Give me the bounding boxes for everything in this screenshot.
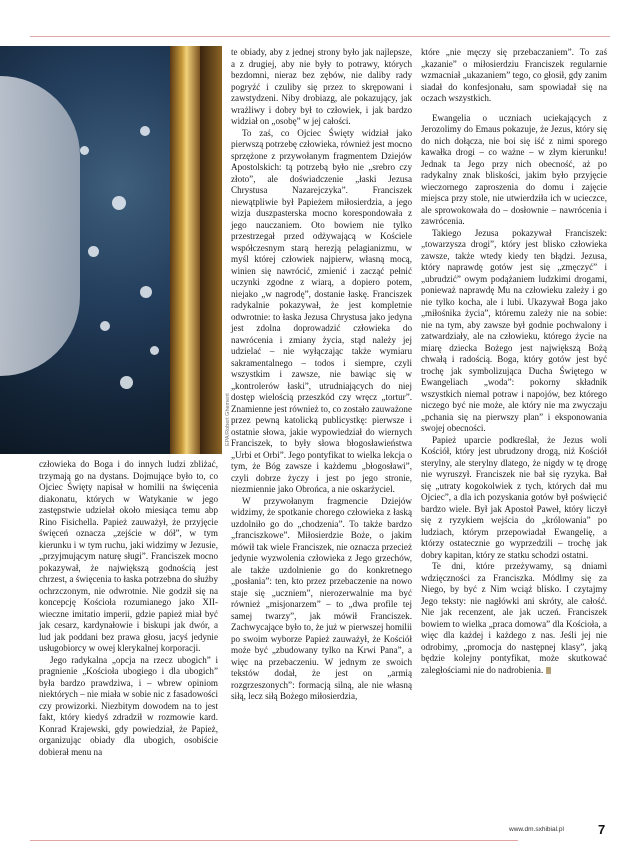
photo-light xyxy=(140,126,150,136)
photo-figure xyxy=(0,76,80,376)
bottom-rule xyxy=(30,840,518,841)
paragraph: które „nie męczy się przebaczaniem”. To zaś „kazanie” o miłosierdziu Franciszek regularnie wzmacniał „ukazaniem” tego, co głosił, gdy zanim siadał do konfesjonału, sam spowiadał się na oczach wszystkich. xyxy=(421,47,607,103)
photo-light xyxy=(150,346,159,355)
photo xyxy=(0,46,222,454)
photo-light xyxy=(88,246,99,257)
paragraph: W przywołanym fragmencie Dziejów widzimy, że spotkanie chorego człowieka z łaską uzdolniło go do „chodzenia”. To także bardzo „franciszkowe”. Miłosierdzie Boże, o jakim mówił tak wiele Franciszek, nie oznacza przecież jedynie wyzwolenia człowieka z Jego grzechów, ale także uzdolnienie go do konkretnego „posłania”: ten, kto przez przebaczenie na nowo staje się „uczniem”, nierozerwalnie ma być również „misjonarzem” – to „dwa profile tej samej twarzy”, jak mówił Franciszek. Zachwycające było to, że już w pierwszej homilii po swoim wyborze Papież zauważył, że Kościół może być „zbudowany tylko na Krwi Pana”, a więc na przebaczeniu. W jednym ze swoich tekstów dodał, że jest on „armią rozgrzeszonych”: formacją silną, ale nie własną siłą, lecz siłą Bożego miłosierdzia, xyxy=(231,495,412,701)
photo-frame-edge xyxy=(200,46,222,454)
photo-light xyxy=(100,321,110,331)
page-number: 7 xyxy=(598,822,606,837)
paragraph: Jego radykalna „opcja na rzecz ubogich” i pragnienie „Kościoła ubogiego i dla ubogich” była bardzo prawdziwa, i – wbrew opiniom niektórych – nie miała w sobie nic z fasadowości czy prowizorki. Niezbitym dowodem na to jest fakt, który kiedyś zdradził w rozmowie kard. Konrad Krajewski, gdy powiedział, że Papież, organizując obiady dla ubogich, osobiście dobierał menu na xyxy=(39,654,218,757)
paragraph: te obiady, aby z jednej strony było jak najlepsze, a z drugiej, aby nie były to potrawy, których bezdomni, nieraz bez zębów, nie daliby rady pogryźć i czuliby się przez to skrępowani i zawstydzeni. Niby drobiazg, ale pokazujący, jak wrażliwy i dobry był to człowiek, i jak bardzo widział on „osobę” w jej całości. xyxy=(231,47,412,126)
paragraph: Takiego Jezusa pokazywał Franciszek: „towarzysza drogi”, który jest blisko człowieka zawsze, także wtedy kiedy ten błądzi. Jezusa, który naprawdę gotów jest się „zmęczyć” i „ubrudzić” owym podążaniem ludzkimi drogami, ponieważ naprawdę Mu na człowieku zależy i go nie tylko kocha, ale i lubi. Ukazywał Boga jako „miłośnika życia”, któremu zależy nie na sobie: nie na tym, aby zawsze był godnie pochwalony i zatwardziały, ale na człowieku, którego życie na miarę dziecka Bożego jest największą Bożą chwałą i radością. Boga, który gotów jest być trochę jak symbolizująca Ducha Świętego w Ewangeliach „woda”: pokorny składnik wszystkich niemal potraw i napojów, bez którego niczego być nie może, ale który nie ma zwyczaju „pchania się na pierwszy plan” i eksponowania swojej obecności. xyxy=(421,227,607,433)
photo-credit: EPA/Robert Ghement xyxy=(225,393,231,446)
end-mark-icon xyxy=(546,667,551,674)
photo-frame xyxy=(170,46,200,454)
top-rule xyxy=(30,36,610,37)
paragraph xyxy=(421,561,607,676)
footer-url[interactable]: www.dm.sxhibial.pl xyxy=(509,826,564,833)
paragraph-text: Te dni, które przeżywamy, są dniami wdzięczności za Franciszka. Módlmy się za Niego, by być z Nim wciąż blisko. I czytajmy Jego teksty: nie nagłówki ani skróty, ale całość. Nie jak recenzent, ale jak uczeń. Franciszek bowiem to wielka „praca domowa” dla Kościoła, a więc dla każdej i każdego z nas. Jeśli jej nie odrobimy, „promocja do następnej klasy”, jaką będzie kolejny pontyfikat, może skutkować zaległościami nie do nadrobienia. xyxy=(421,561,607,675)
column-1 xyxy=(39,459,218,758)
column-3 xyxy=(421,47,607,676)
column-2 xyxy=(231,47,412,703)
paragraph: To zaś, co Ojciec Święty widział jako pierwszą potrzebę człowieka, również jest mocno sprzężone z przywołanym fragmentem Dziejów Apostolskich: tą potrzebą było nie „srebro czy złoto”, ale doświadczenie „łaski Jezusa Chrystusa Nazarejczyka”. Franciszek niewątpliwie był Papieżem miłosierdzia, a jego wizja duszpasterska mocno korespondowała z jego nauczaniem. Oto bowiem nie tylko przestrzegał przed odżywającą w Kościele współczesnym starą herezją pelagianizmu, w myśl której człowiek najpierw, własną mocą, winien się nawrócić, zmienić i zacząć pełnić uczynki zgodne z wiarą, a dopiero potem, niejako „w nagrodę”, dostanie łaskę. Franciszek radykalnie pokazywał, że jest kompletnie odwrotnie: to łaska Jezusa Chrystusa jako jedyna jest zdolna doprowadzić człowieka do nawrócenia i zmiany życia, stąd należy jej udzielać – nie wyłączając także wymiaru sakramentalnego – todos i siempre, czyli wszystkim i zawsze, nie bawiąc się w „kontrolerów łaski”, utrudniających do niej dostęp wielością przeszkód czy wręcz „tortur”. Znamienne jest również to, co zostało zauważone przez pewną katolicką publicystkę: pierwsze i ostatnie słowa, jakie wypowiedział do wiernych Franciszek, to były słowa błogosławieństwa „Urbi et Orbi”. Jego pontyfikat to wielka lekcja o tym, że Bóg zawsze i każdemu „błogosławi”, czyli dobrze życzy i jest po jego stronie, niezmiennie jako Obrońca, a nie oskarżyciel. xyxy=(231,127,412,494)
paragraph: Ewangelia o uczniach uciekających z Jerozolimy do Emaus pokazuje, że Jezus, który się do nich dołącza, nie boi się iść z nimi sporego kawałka drogi – co ważne – w złym kierunku! Jednak ta Jego przy nich obecność, aż po radykalny znak bliskości, jakim było przyjęcie wieczornego zaproszenia do domu i zajęcie miejsca przy stole, nie utwierdziła ich w ucieczce, ale sprowokowała do – dosłownie – nawrócenia i zawrócenia. xyxy=(421,112,607,226)
paragraph: człowieka do Boga i do innych ludzi zbliżać, trzymają go na dystans. Dojmujące było to, co Ojciec Święty napisał w homilii na święcenia diakonatu, których w Watykanie w jego zastępstwie udzielał około miesiąca temu abp Rino Fisichella. Papież zauważył, że przyjęcie święceń oznacza „zejście w dół”, w tym kierunku i w tym ruchu, jaki widzimy w Jezusie, „przyjmującym naturę sługi”. Franciszek mocno pokazywał, że największą godnością jest chrzest, a święcenia to łaska potrzebna do służby ochrzczonym, nie odwrotnie. Nie godził się na koncepcję Kościoła rozumianego jako XII-wieczne imitatio imperii, gdzie papież miał być jak cesarz, kardynałowie i biskupi jak dwór, a lud jak poddani bez prawa głosu, jacyś jedynie usługobiorcy w owej klerykalnej korporacji. xyxy=(39,459,218,653)
photo-light xyxy=(112,196,126,210)
photo-light xyxy=(140,286,152,298)
photo-light xyxy=(120,376,133,389)
paragraph: Papież uparcie podkreślał, że Jezus woli Kościół, który jest ubrudzony drogą, niż Kościół sterylny, ale sterylny dlatego, że nigdy w tę drogę nie wyruszył. Franciszek nie bał się ryzyka. Bał się „utraty kogokolwiek z tych, których dał mu Ojciec”, a dla ich pozyskania gotów był poświęcić bardzo wiele. Był jak Apostoł Paweł, który liczył się z ryzykiem wejścia do „królowania” po ludziach, którym przepowiadał Ewangelię, a którzy ostatecznie go wyprzedzili – trochę jak dobry kapitan, który ze statku schodzi ostatni. xyxy=(421,434,607,560)
photo-light xyxy=(80,146,89,155)
